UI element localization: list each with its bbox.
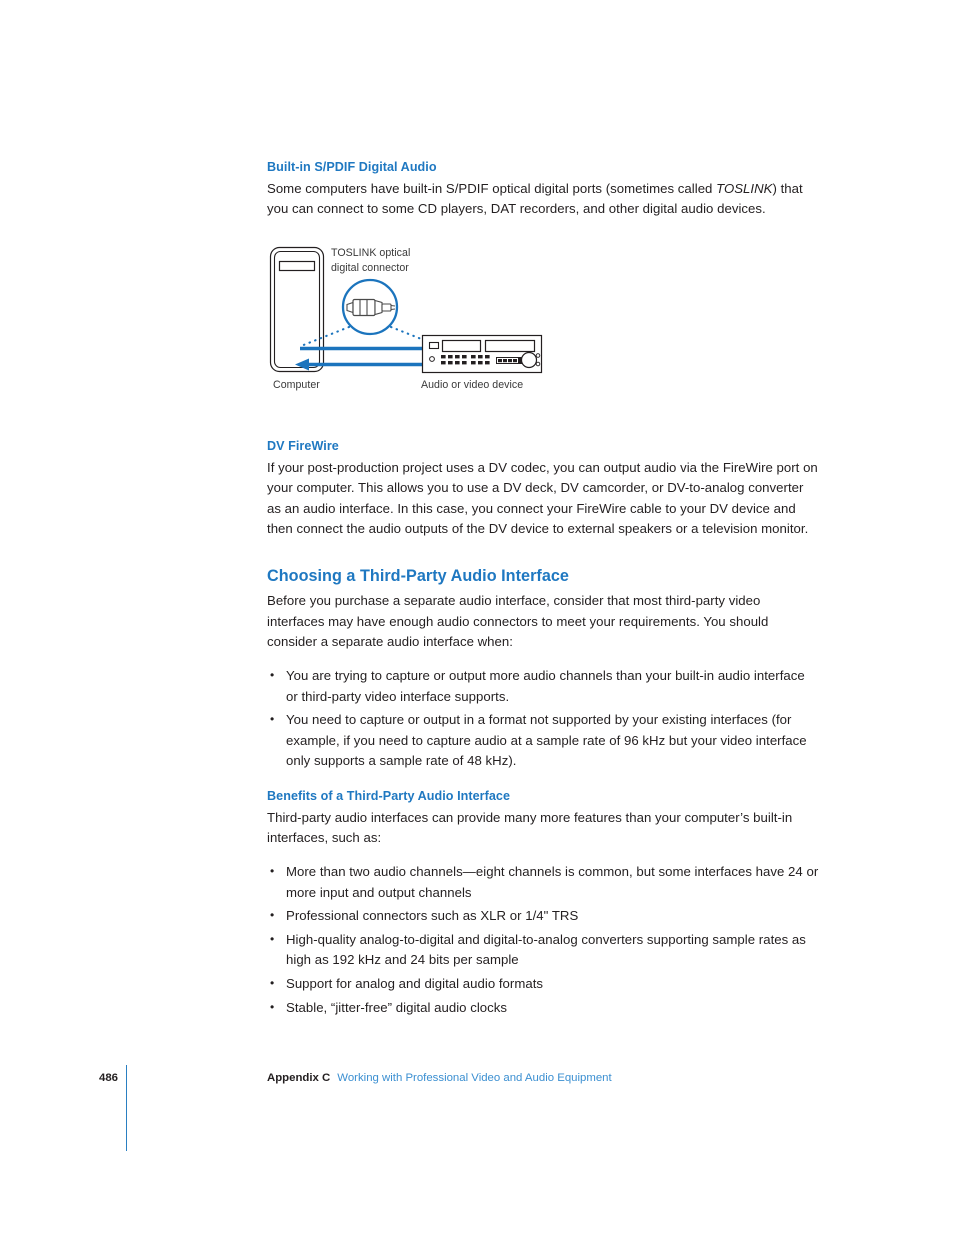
list-item: • You need to capture or output in a format not supported by your existing interfaces (for example, if you need to capture audio at a sample rate of 96 kHz but your video interface only supports a sample rate of 48 kHz). [267,710,819,772]
list-item: • You are trying to capture or output more audio channels than your built-in audio interface or third-party video interface supports. [267,666,819,707]
paragraph-benefits: Third-party audio interfaces can provide many more features than your computer’s built-in interfaces, such as: [267,809,793,846]
spacer [267,772,819,789]
transport-buttons [497,358,525,364]
footer-chapter-title: Working with Professional Video and Audio Equipment [337,1072,612,1084]
page-footer [0,1062,954,1162]
paragraph-spdif [267,179,819,220]
heading-benefits-third-party-audio-interface: Benefits of a Third-Party Audio Interface [267,789,511,804]
audio-video-device-icon [423,336,542,373]
figure-callout-toslink [331,246,410,275]
figure-label-audio-video-device: Audio or video device [421,379,524,391]
figure-label-computer: Computer [273,379,320,391]
footer-running-head [267,1072,612,1084]
spacer [267,540,819,566]
list-choosing-reasons [267,666,819,772]
list-item: • Stable, “jitter-free” digital audio clocks [267,998,819,1019]
heading-choosing-third-party-audio-interface: Choosing a Third-Party Audio Interface [267,567,569,586]
computer-tower-icon [271,248,324,372]
figure-toslink-connection-diagram [267,243,557,395]
footer-appendix-label: Appendix C [267,1072,331,1084]
footer-divider-rule [126,1065,127,1151]
page-number: 486 [98,1072,118,1084]
figure-callout-line1: TOSLINK optical [331,247,411,259]
list-benefits [267,862,819,1018]
list-item: • High-quality analog-to-digital and digital-to-analog converters supporting sample rates as high as 192 kHz and 24 bits per sample [267,930,819,971]
heading-built-in-spdif: Built-in S/PDIF Digital Audio [267,160,437,174]
spacer [267,849,819,862]
paragraph-choosing: Before you purchase a separate audio interface, consider that most third-party video interfaces may have enough audio connectors to meet your requirements. You should consider a separate audio interface when: [267,593,769,650]
paragraph-spdif-part1: Some computers have built-in S/PDIF optical digital ports (sometimes called [267,180,717,196]
toslink-diagram-svg [267,243,557,395]
list-item: • Professional connectors such as XLR or 1/4" TRS [267,906,819,927]
spacer [267,653,819,666]
list-item: • More than two audio channels—eight channels is common, but some interfaces have 24 or more input and output channels [267,862,819,903]
jog-knob [522,353,537,368]
paragraph-spdif-part2: ) that you can connect to some CD players, DAT recorders, and other digital audio devices. [267,180,803,217]
list-item: • Support for analog and digital audio formats [267,974,819,995]
paragraph-spdif-toslink-italic: TOSLINK [716,180,773,196]
figure-callout-line2: digital connector [331,261,409,274]
toslink-connector-magnifier [343,280,397,334]
paragraph-dv-firewire: If your post-production project uses a DV codec, you can output audio via the FireWire port on your computer. This allows you to use a DV deck, DV camcorder, or DV-to-analog converter as an audio interface. In this case, you connect your FireWire cable to your DV device and then connect the audio outputs of the DV device to external speakers or a television monitor. [267,459,818,537]
heading-dv-firewire: DV FireWire [267,438,339,453]
